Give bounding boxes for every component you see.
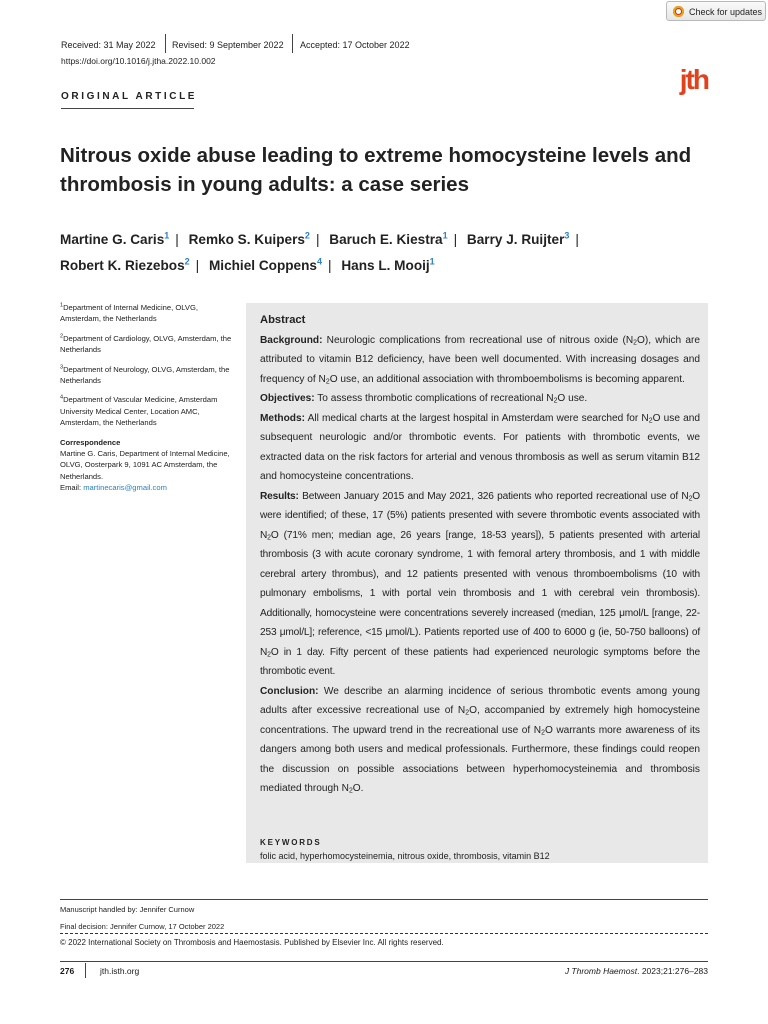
abstract-background: Background: Neurologic complications from recreational use of nitrous oxide $(N_2O)$, which are attributed to vitamin B12 deficiency, have been well documented. With increasing dosages and frequency of $N_2O$ use, an additional association with thromboembolisms is becoming apparent. [260,334,700,386]
keywords-list: folic acid, hyperhomocysteinemia, nitrous oxide, thrombosis, vitamin B12 [260,851,550,861]
footer-dashed-rule [60,933,708,934]
abstract-objectives: Objectives: To assess thrombotic complications of recreational $N_2O$ use. [260,393,588,405]
correspondence-address: Martine G. Caris, Department of Internal Medicine, OLVG, Oosterpark 9, 1091 AC Amsterdam, the Netherlands. [60,449,230,481]
copyright-notice: © 2022 International Society on Thrombosis and Haemostasis. Published by Elsevier Inc. All rights reserved. [60,938,444,947]
affiliation: $^2$Department of Cardiology, OLVG, Amsterdam, the Netherlands [60,333,232,355]
page-number: 276 [60,966,75,976]
manuscript-handler: Manuscript handled by: Jennifer Curnow [60,905,195,914]
journal-citation: J Thromb Haemost. 2023;21:276–283 [564,966,708,976]
footer-rule [60,961,708,962]
keywords-heading: KEYWORDS [260,838,322,847]
author: Robert K. Riezebos$^2$ [60,255,190,273]
affiliation: $^3$Department of Neurology, OLVG, Amsterdam, the Netherlands [60,364,230,386]
abstract-box [246,303,708,863]
author: Baruch E. Kiestra$^1$ [329,230,448,247]
affiliation: $^1$Department of Internal Medicine, OLVG, Amsterdam, the Netherlands [60,302,198,324]
divider [165,34,166,53]
abstract-conclusion: Conclusion: We describe an alarming incidence of serious thrombotic events among young adults after excessive recreational use of $N_2O$, accompanied by extremely high homocysteine concentrations. The upward trend in the recreational use of $N_2O$ warrants more awareness of its dangers among both users and medical professionals. Furthermore, these findings could reopen the discussion on possible associations between hyperhomocysteinemia and thrombosis mediated through $N_2O$. [260,685,700,795]
author: Michiel Coppens$^4$ [208,255,322,273]
crossmark-icon [673,6,684,17]
author: Barry J. Ruijter$^3$ [466,230,570,247]
abstract-methods: Methods: All medical charts at the largest hospital in Amsterdam were searched for $N_2O$ use and subsequent neurologic and/or thrombotic events. For patients with thrombotic events, we extracted data on the risk factors for arterial and venous thrombosis as well as serum vitamin B12 and homocysteine concentrations. [260,412,700,482]
correspondence-heading: Correspondence [60,437,121,447]
abstract-results: Results: Between January 2015 and May 2021, 326 patients who reported recreational use of $N_2O$ were identified; of these, 17 (5%) patients presented with severe thrombotic events associated with $N_2O$ (71% men; median age, 26 years [range, 18-53 years]), 5 patients presented with arterial thrombosis (3 with acute coronary syndrome, 1 with femoral artery thrombosis, and 1 with middle cerebral artery thrombus), and 12 patients presented with venous thromboembolisms (10 with pulmonary embolisms, 1 with portal vein thrombosis and 1 with cerebral vein thrombosis). Additionally, homocysteine were concentrations severely increased (median, 125 μmol/L [range, 22-253 μmol/L]; reference, <15 μmol/L). Patients reported use of 400 to 6000 g (ie, 50-750 balloons) of $N_2O$ in 1 day. Fifty percent of these patients had experienced neurologic symptoms before the thrombotic event. [260,490,700,677]
received-date: Received: 31 May 2022 [61,40,156,50]
check-for-updates-label: Check for updates [689,7,763,17]
footer-rule [60,899,708,900]
correspondence-email: Email: martinecaris@gmail.com [60,483,167,493]
article-type: ORIGINAL ARTICLE [61,91,198,102]
article-title: Nitrous oxide abuse leading to extreme homocysteine levels and thrombosis in young adults: a case series [60,144,692,196]
author: Remko S. Kuipers$^2$ [188,230,310,247]
divider [292,34,293,53]
divider [85,963,86,978]
doi-link[interactable]: https://doi.org/10.1016/j.jtha.2022.10.002 [61,56,216,66]
affiliations [60,302,238,494]
final-decision: Final decision: Jennifer Curnow, 17 October 2022 [60,922,225,931]
journal-website-link[interactable]: jth.isth.org [100,966,140,976]
check-for-updates-button[interactable] [666,1,766,21]
journal-logo: jth [679,64,708,95]
accepted-date: Accepted: 17 October 2022 [300,40,410,50]
article-type-underline [61,108,194,109]
author: Martine G. Caris$^1$ [60,230,170,247]
affiliation: $^4$Department of Vascular Medicine, Amsterdam University Medical Center, Location AMC, Amsterdam, the Netherlands [60,394,218,428]
author: Hans L. Mooij$^1$ [341,255,435,273]
author-list: Martine G. Caris$^1$ | Remko S. Kuipers$^2$ | Baruch E. Kiestra$^1$ | Barry J. Ruijter$^3$ | Robert K. Riezebos$^2$ | Michiel Coppens$^4$ | Hans L. Mooij$^1$ [60,230,579,273]
revised-date: Revised: 9 September 2022 [172,40,284,50]
email-link[interactable]: martinecaris@gmail.com [83,483,167,493]
abstract-heading: Abstract [260,314,306,326]
